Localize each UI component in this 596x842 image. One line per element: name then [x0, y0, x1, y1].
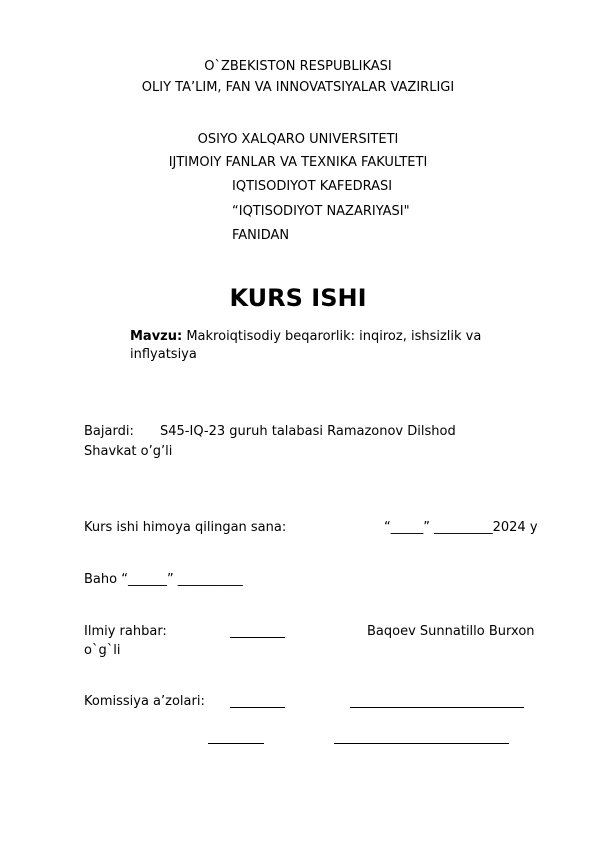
topic-line-2: inflyatsiya [130, 347, 197, 362]
university-heading: OSIYO XALQARO UNIVERSITETI [197, 132, 399, 147]
commission-name-line-1 [350, 694, 524, 712]
topic-line-1 [130, 329, 481, 344]
document-title: KURS ISHI [229, 284, 367, 312]
performer-label: Bajardi: [84, 424, 134, 439]
performer-name-cont: Shavkat o’g’li [84, 444, 173, 459]
performer-text: S45-IQ-23 guruh talabasi Ramazonov Dilshod [160, 424, 456, 439]
defense-date-value: “_____” _________2024 y [384, 520, 538, 535]
faculty-heading: IJTIMOIY FANLAR VA TEXNIKA FAKULTETI [168, 155, 428, 170]
subject-heading: “IQTISODIYOT NAZARIYASI" [232, 204, 410, 219]
commission-label: Komissiya a’zolari: [84, 694, 205, 709]
topic-label: Mavzu: [130, 329, 183, 344]
supervisor-label: Ilmiy rahbar: [84, 624, 167, 639]
commission-signature-line-1 [230, 694, 285, 712]
topic-text: Makroiqtisodiy beqarorlik: inqiroz, ishsizlik va [186, 329, 482, 344]
supervisor-signature-line [230, 624, 285, 642]
supervisor-name: Baqoev Sunnatillo Burxon [367, 624, 535, 639]
commission-signature-line-2 [208, 730, 264, 748]
supervisor-name-cont: o`g`li [84, 643, 121, 658]
republic-heading: O`ZBEKISTON RESPUBLIKASI [204, 59, 392, 74]
department-heading: IQTISODIYOT KAFEDRASI [232, 179, 393, 194]
defense-date-label: Kurs ishi himoya qilingan sana: [84, 520, 287, 535]
subject-suffix: FANIDAN [232, 228, 290, 243]
commission-name-line-2 [334, 730, 509, 748]
grade-line: Baho “______” __________ [84, 572, 243, 587]
ministry-heading: OLIY TA’LIM, FAN VA INNOVATSIYALAR VAZIRLIGI [141, 80, 455, 95]
